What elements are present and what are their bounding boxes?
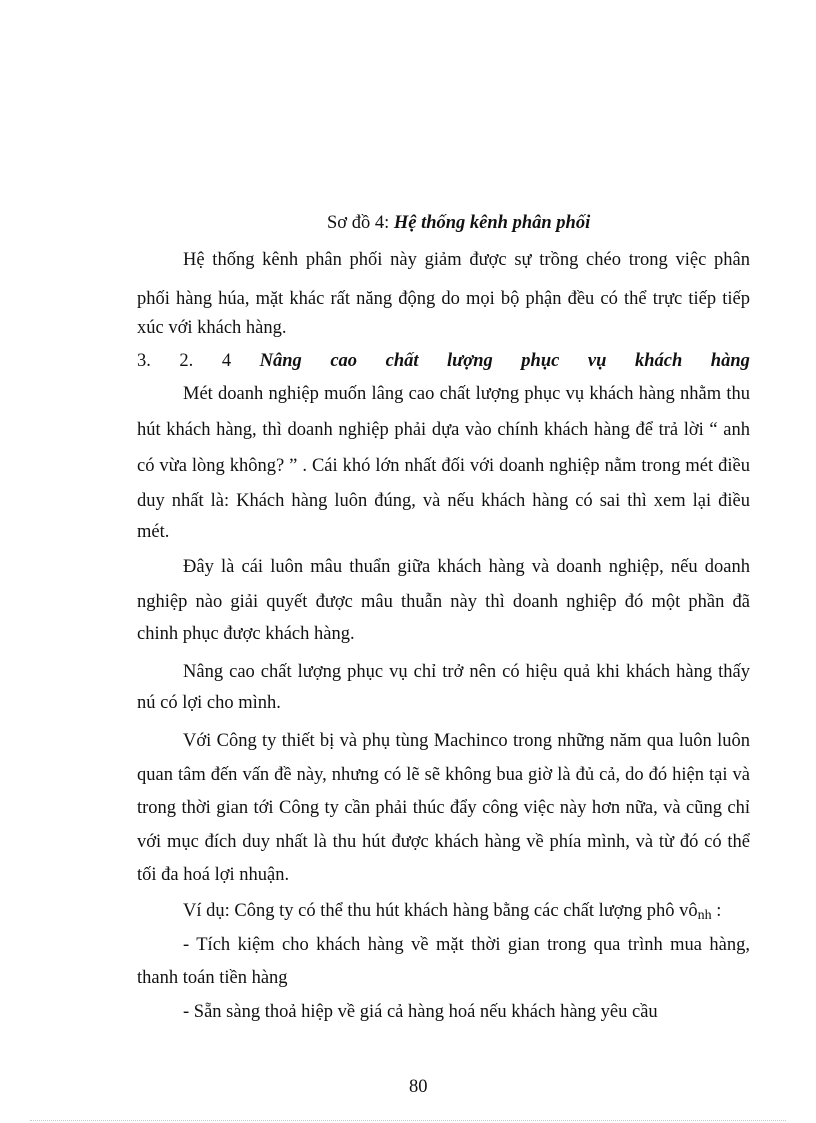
para6-end: : — [711, 901, 722, 921]
heading-word-5: phục — [521, 351, 560, 371]
para2-line5: mét. — [137, 522, 170, 542]
bullet1-line2: thanh toán tiền hàng — [137, 968, 288, 988]
para4-line2: nú có lợi cho mình. — [137, 693, 281, 713]
para5-line1: Với Công ty thiết bị và phụ tùng Machinco trong những năm qua luôn luôn — [183, 731, 750, 751]
para6-subscript: nh — [697, 908, 712, 923]
heading-word-4: lượng — [447, 351, 493, 371]
heading-num-2: 2. — [179, 351, 194, 371]
para1-line1: Hệ thống kênh phân phối này giảm được sự trồng chéo trong việc phân — [183, 250, 750, 270]
footer-divider — [30, 1120, 786, 1121]
para4-line1: Nâng cao chất lượng phục vụ chỉ trở nên có hiệu quả khi khách hàng thấy — [183, 662, 750, 682]
para1-line2: phối hàng húa, mặt khác rất năng động do mọi bộ phận đều có thể trực tiếp tiếp — [137, 289, 750, 309]
heading-word-7: khách — [634, 351, 683, 371]
para5-line5: tối đa hoá lợi nhuận. — [137, 865, 290, 885]
para3-line3: chinh phục được khách hàng. — [137, 624, 355, 644]
para2-line4: duy nhất là: Khách hàng luôn đúng, và nếu khách hàng có sai thì xem lại điều — [137, 491, 750, 511]
para6-line1 — [183, 899, 721, 928]
caption-title: Hệ thống kênh phân phối — [393, 213, 591, 233]
heading-num-1: 3. — [137, 351, 151, 371]
para2-line1: Mét doanh nghiệp muốn lâng cao chất lượng phục vụ khách hàng nhằm thu — [183, 384, 750, 404]
para5-line3: trong thời gian tới Công ty cần phải thúc đẩy công việc này hơn nữa, và cũng chỉ — [137, 798, 750, 818]
bullet1-line1: - Tích kiệm cho khách hàng về mặt thời gian trong qua trình mua hàng, — [183, 935, 750, 955]
para3-line1: Đây là cái luôn mâu thuẩn giữa khách hàng và doanh nghiệp, nếu doanh — [183, 557, 750, 577]
heading-word-6: vụ — [587, 351, 607, 371]
heading-num-3: 4 — [221, 351, 232, 371]
figure-caption — [327, 211, 590, 235]
para2-line3: có vừa lòng không? ” . Cái khó lớn nhất đối với doanh nghiệp nằm trong mét điều — [137, 456, 750, 476]
para6-main-text: Ví dụ: Công ty có thể thu hút khách hàng bằng các chất lượng phô vô — [183, 901, 698, 921]
para5-line4: với mục đích duy nhất là thu hút được khách hàng về phía mình, và từ đó có thể — [137, 832, 750, 852]
para3-line2: nghiệp nào giải quyết được mâu thuẫn này thì doanh nghiệp đó một phần đã — [137, 592, 750, 612]
heading-word-2: cao — [330, 351, 358, 371]
bullet2-line1: - Sẵn sàng thoả hiệp về giá cả hàng hoá nếu khách hàng yêu cầu — [183, 1002, 658, 1022]
heading-word-8: hàng — [710, 351, 750, 371]
para2-line2: hút khách hàng, thì doanh nghiệp phải dựa vào chính khách hàng để trả lời “ anh — [137, 420, 750, 440]
caption-prefix: Sơ đồ 4: — [327, 213, 394, 233]
heading-word-3: chất — [385, 351, 419, 371]
page-number: 80 — [409, 1077, 428, 1097]
section-heading — [137, 349, 750, 373]
para1-line3: xúc với khách hàng. — [137, 318, 287, 338]
para5-line2: quan tâm đến vấn đề này, nhưng có lẽ sẽ không bua giờ là đủ cả, do đó hiện tại và — [137, 765, 750, 785]
heading-word-1: Nâng — [259, 351, 302, 371]
